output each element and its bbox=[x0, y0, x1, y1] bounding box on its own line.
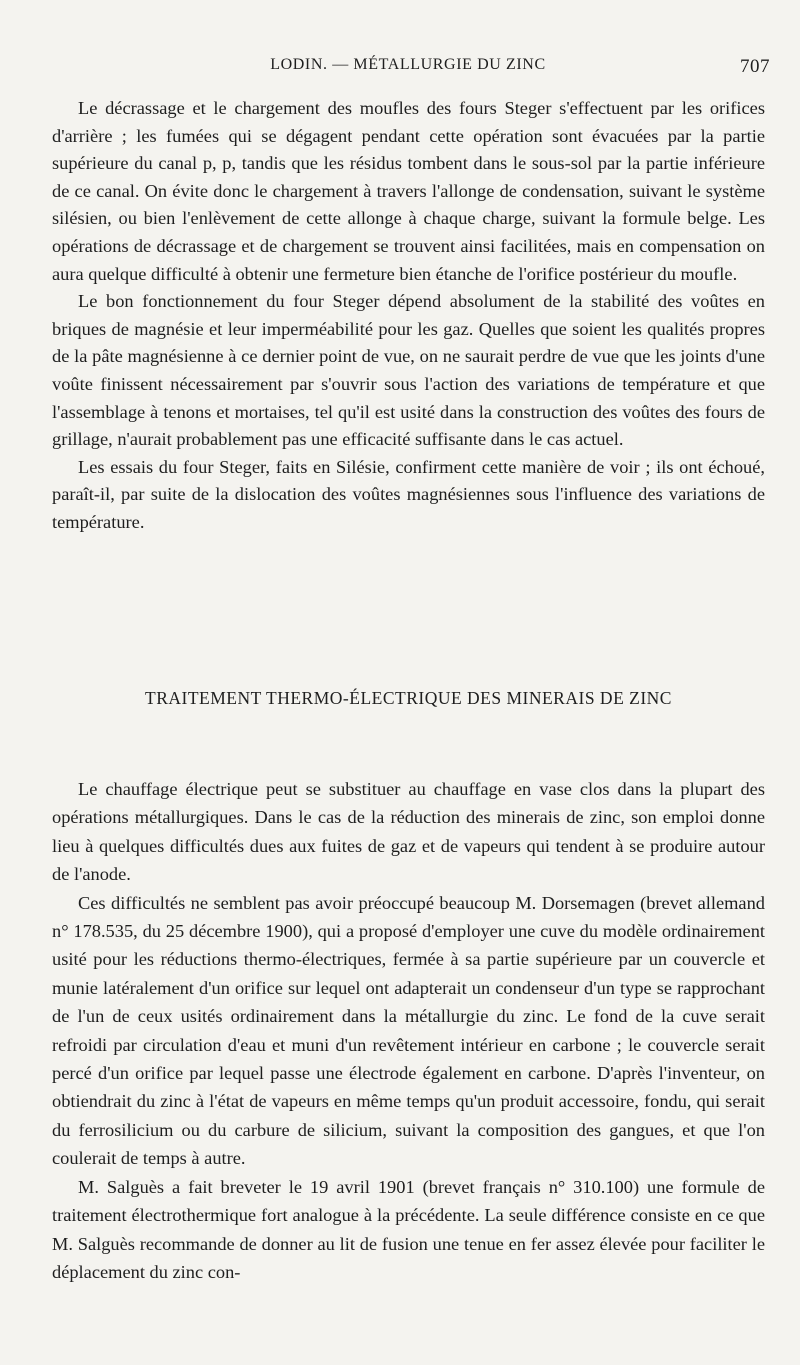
paragraph: Le chauffage électrique peut se substituer au chauffage en vase clos dans la plupart des opérations métallurgiques. Dans le cas de la réduction des minerais de zinc, son emploi donne lieu à quelques difficultés dues aux fuites de gaz et de vapeurs qui tendent à se produire autour de l'anode. bbox=[52, 779, 765, 885]
body-text-section-2 bbox=[52, 775, 765, 1286]
page-number: 707 bbox=[740, 56, 770, 77]
running-title: LODIN. — MÉTALLURGIE DU ZINC bbox=[270, 56, 546, 73]
body-text-section-1 bbox=[52, 95, 765, 537]
paragraph: Le bon fonctionnement du four Steger dépend absolument de la stabilité des voûtes en briques de magnésie et leur imperméabilité pour les gaz. Quelles que soient les qualités propres de la pâte magnésienne à ce dernier point de vue, on ne saurait perdre de vue que les joints d'une voûte finissent nécessairement par s'ouvrir sous l'action des variations de température et que l'assemblage à tenons et mortaises, tel qu'il est usité dans la construction des voûtes des fours de grillage, n'aurait probablement pas une efficacité suffisante dans le cas actuel. bbox=[52, 291, 765, 450]
paragraph: Les essais du four Steger, faits en Silésie, confirment cette manière de voir ; ils ont échoué, paraît-il, par suite de la dislocation des voûtes magnésiennes sous l'influence des variations de température. bbox=[52, 456, 765, 532]
running-head bbox=[52, 56, 770, 82]
section-heading: TRAITEMENT THERMO-ÉLECTRIQUE DES MINERAIS DE ZINC bbox=[145, 688, 672, 708]
paragraph: Le décrassage et le chargement des moufles des fours Steger s'effectuent par les orifices d'arrière ; les fumées qui se dégagent pendant cette opération sont évacuées par la partie supérieure du canal p, p, tandis que les résidus tombent dans le sous-sol par la partie inférieure de ce canal. On évite donc le chargement à travers l'allonge de condensation, suivant le système silésien, ou bien l'enlèvement de cette allonge à chaque charge, suivant la formule belge. Les opérations de décrassage et de chargement se trouvent ainsi facilitées, mais en compensation on aura quelque difficulté à obtenir une fermeture bien étanche de l'orifice postérieur du moufle. bbox=[52, 98, 765, 284]
paragraph: M. Salguès a fait breveter le 19 avril 1901 (brevet français n° 310.100) une formule de traitement électrothermique fort analogue à la précédente. La seule différence consiste en ce que M. Salguès recommande de donner au lit de fusion une tenue en fer assez élevée pour faciliter le déplacement du zinc con- bbox=[52, 1176, 765, 1282]
paragraph: Ces difficultés ne semblent pas avoir préoccupé beaucoup M. Dorsemagen (brevet allemand n° 178.535, du 25 décembre 1900), qui a proposé d'employer une cuve du modèle ordinairement usité pour les réductions thermo-électriques, fermée à sa partie supérieure par un couvercle et munie latéralement d'un orifice sur lequel ont adapterait un condenseur d'un type se rapprochant de l'un de ceux usités ordinairement dans la métallurgie du zinc. Le fond de la cuve serait refroidi par circulation d'eau et muni d'un revêtement intérieur en carbone ; le couvercle serait percé d'un orifice par lequel passe une électrode également en carbone. D'après l'inventeur, on obtiendrait du zinc à l'état de vapeurs en même temps qu'un produit accessoire, fondu, qui serait du ferrosilicium ou du carbure de silicium, suivant la composition des gangues, et que l'on coulerait de temps à autre. bbox=[52, 892, 765, 1169]
